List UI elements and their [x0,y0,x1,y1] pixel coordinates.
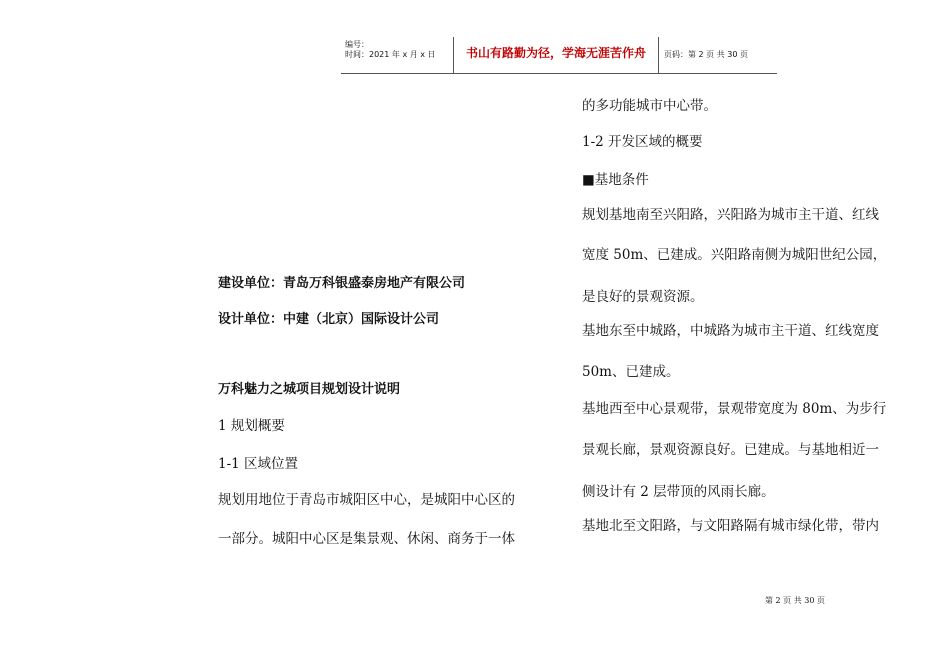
body-text-line: 宽度 50m、已建成。兴阳路南侧为城阳世纪公园， [582,247,887,263]
body-text-line: 是良好的景观资源。 [582,289,704,305]
section-heading-1-2: 1-2 开发区域的概要 [582,134,703,150]
header-motto-cell [454,37,659,73]
page-header [341,37,777,74]
body-text-line: 规划用地位于青岛市城阳区中心，是城阳中心区的 [218,492,515,508]
body-text-line: 基地北至文阳路，与文阳路隔有城市绿化带，带内 [582,518,879,534]
header-motto: 书山有路勤为径，学海无涯苦作舟 [465,46,646,60]
header-page-cell [659,37,777,73]
header-page-number: 页码：第 2 页 共 30 页 [664,50,748,59]
header-info-cell [341,37,454,73]
body-text-line: 规划基地南至兴阳路，兴阳路为城市主干道、红线 [582,207,879,223]
site-conditions-heading: ■基地条件 [582,172,649,188]
header-number: 编号： [345,40,369,49]
header-time: 时间：2021 年 x 月 x 日 [345,50,436,59]
body-text-line: 一部分。城阳中心区是集景观、休闲、商务于一体 [218,531,515,547]
body-text-line: 50m、已建成。 [582,364,680,380]
body-text-line: 侧设计有 2 层带顶的风雨长廊。 [582,484,775,500]
section-heading-1: 1 规划概要 [218,418,285,434]
body-text-line: 基地东至中城路，中城路为城市主干道、红线宽度 [582,323,879,339]
section-heading-1-1: 1-1 区域位置 [218,456,299,472]
body-text-line: 景观长廊，景观资源良好。已建成。与基地相近一 [582,442,879,458]
developer-line: 建设单位：青岛万科银盛泰房地产有限公司 [218,276,466,291]
designer-line: 设计单位：中建（北京）国际设计公司 [218,312,440,327]
body-text-line: 的多功能城市中心带。 [582,98,717,114]
document-title: 万科魅力之城项目规划设计说明 [218,382,401,397]
page-footer: 第 2 页 共 30 页 [765,596,825,605]
body-text-line: 基地西至中心景观带，景观带宽度为 80m、为步行 [582,401,887,417]
